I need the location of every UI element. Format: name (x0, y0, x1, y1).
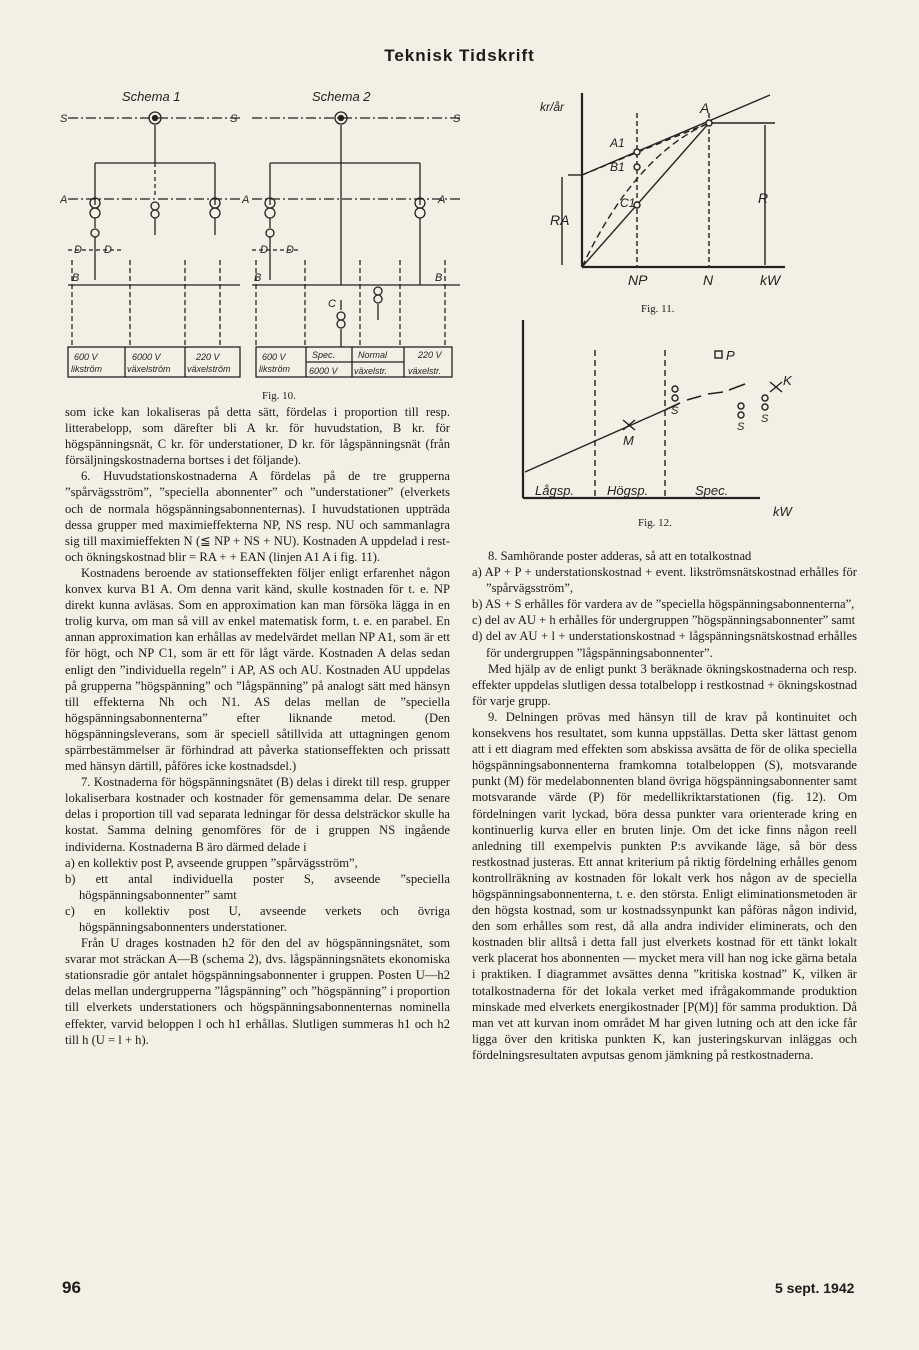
s-label-1: S (60, 113, 68, 125)
n-label: N (703, 272, 714, 288)
s-label-3: S (453, 113, 461, 125)
a-label-1: A (60, 194, 68, 206)
left-column (65, 404, 450, 1048)
m-label: M (623, 433, 634, 448)
np-label: NP (628, 272, 648, 288)
box1-2-line1: 6000 V (132, 352, 161, 362)
right-list-item: b) AS + S erhålles för vardera av de ”speciella högspänningsabonnenterna”, (472, 597, 855, 612)
b-label-2: B (254, 272, 262, 284)
fig11-xlabel: kW (760, 272, 781, 288)
fig10-caption: Fig. 10. (262, 390, 296, 402)
schema2-label: Schema 2 (312, 89, 371, 104)
point-a1-label: A1 (610, 136, 625, 150)
b-label-3: B (435, 272, 443, 284)
left-paragraph: Kostnadens beroende av stationseffekten följer enligt erfarenhet någon konvex kurva B1 A. Om denna varit känd, skulle kostnaden för t. e. NP direkt kunna avläsas. Som en approximation kan man försöka lägga in en trolig kurva, om man så vill av enkel matematisk form, t. e. en parabel. En annan approximation kan erhållas av medelvärdet mellan NP A1, som är ett för högt, och NP C1, som är ett för lågt värde. Kostnaden A delas sedan enligt den ”individuella regeln” i AP, AS och AU. Kostnaden AU uppdelas på grupperna ”högspänning” och ”lågspänning” på analogt sätt med hänsyn till effekterna Nh och N1. AS delas mellan de ”speciella högspänningsabonnenterna” efter liknande metod. (Den högspänningsleverans, som är speciell såtillvida att uttagningen genom spärrbestämmelser är förhindrad att påverka stationseffekten och prissatt med hänsyn därtill, påföres icke kostnadsdel.) (65, 565, 450, 774)
right-list-item: a) AP + P + understationskostnad + event. likströmsnätskostnad erhålles för ”spårvägsström”, (472, 565, 857, 596)
box1-1-line1: 600 V (74, 352, 98, 362)
right-list-item: d) del av AU + l + understationskostnad + lågspänningsnätskostnad erhålles för undergruppen ”lågspänningsabonnenter”. (472, 629, 857, 660)
k-label: K (783, 373, 792, 388)
fig12-caption: Fig. 12. (638, 517, 672, 529)
fig12-xlabel: kW (773, 504, 792, 519)
box2-1-line2: likström (259, 364, 290, 374)
d-label-1: D (74, 244, 82, 256)
left-paragraph: som icke kan lokaliseras på detta sätt, fördelas i proportion till resp. litterabelopp, som därefter bli A kr. för huvudstation, B kr. för högspänningsnät, C kr. för understationer, D kr. för lågspänningsnät (från försäljningskostnaderna bortses i det följande). (65, 405, 450, 468)
b-label-1: B (72, 272, 80, 284)
box1-3-line2: växelström (187, 364, 231, 374)
point-c1-label: C1 (620, 196, 636, 210)
box2-2-line1: Spec. (312, 350, 336, 360)
box2-2-line2: 6000 V (309, 366, 338, 376)
left-list-item: a) en kollektiv post P, avseende gruppen ”spårvägsström”, (65, 855, 358, 870)
page-number: 96 (62, 1278, 81, 1297)
point-b1-label: B1 (610, 160, 625, 174)
left-list-item: c) en kollektiv post U, avseende verkets och övriga högspänningsabonnenters understationer. (65, 903, 450, 934)
right-paragraph: 9. Delningen prövas med hänsyn till de krav på kontinuitet och konsekvens hos resultatet, som kunna uppställas. Detta sker lättast genom att i ett diagram med effekten som abskissa avsätta de för de olika speciella högspänningsabonnenterna framkomna totalbeloppen (S), motsvarande punkt (M) för medelabonnenten bland övriga högspänningsabonnenter samt motsvarande värde (P) för medellikriktarstationen (fig. 12). Om fördelningen varit lyckad, böra dessa punkter vara orienterade kring en kontinuerlig kurva eller en bruten linje. Om det icke finns någon reell anledning till exempelvis punkten P:s avvikande läge, så bör dess restkostnad justeras. Ett annat kriterium på riktig fördelning erhålles genom kontrollräkning av kostnaden för lokalt verk hos någon av de speciella högspänningsabonnenterna, t. e. den största. Enligt eliminationsmetoden är den högsta kostnad, som ur kostnadssynpunkt kan påföras någon individ, den som erhålles som rest, då alla andra individer eliminerats, och den kostnaden blir alltså i detta fall just elverkets kostnad för ett tänkt lokalt verk placerat hos abonnenten — mycket mera vill han nog icke gärna betala i praktiken. I diagrammet avsättes denna ”kritiska kostnad” K, vilken är totalkostnaderna för det lokala verket med ifrågakommande produktion minskade med elverkets energikostnader [P(M)] för samma produktion. Då man vet att kurvan inom området M har given lutning och att den icke får ligga över den kritiska punkten K, kan justeringskurvan inläggas och fördelningsresultaten avputsas genom jämkning på restkostnaderna. (472, 709, 857, 1062)
ra-label: RA (550, 212, 570, 228)
right-column (472, 548, 857, 1063)
fig11-diagram (540, 85, 800, 295)
schema1-label: Schema 1 (122, 89, 181, 104)
box2-4-line2: växelstr. (408, 366, 442, 376)
fig10-schematic (60, 85, 470, 385)
fig12-diagram (515, 320, 815, 520)
s-point-label-3: S (761, 413, 769, 425)
left-paragraph: 6. Huvudstationskostnaderna A fördelas på de tre grupperna ”spårvägsström”, ”speciella abonnenter” och ”understationer” (elverkets och de normala högspänningsabonnenternas). I huvudstationen uppträda dessa grupper med maximieffekterna NP, NS resp. NU och sammanlagra sig till maximieffekten N (≦ NP + NS + NU). Kostnaden A uppdelad i rest- och ökningskostnad blir = RA + + EAN (linjen A1 A i fig. 11). (65, 469, 450, 564)
point-a-label: A (700, 100, 710, 116)
d-label-4: D (286, 244, 294, 256)
r-label: R (758, 190, 769, 206)
box2-3-line1: Normal (358, 350, 388, 360)
hogsp-label: Högsp. (607, 483, 649, 498)
s-point-label-2: S (737, 421, 745, 433)
box2-1-line1: 600 V (262, 352, 286, 362)
right-paragraph: Med hjälp av de enligt punkt 3 beräknade ökningskostnaderna och resp. effekter uppdelas slutligen dessa totalbelopp i restkostnad + ökningskostnad för varje grupp. (472, 661, 857, 708)
box2-4-line1: 220 V (418, 350, 442, 360)
d-label-2: D (104, 244, 112, 256)
right-list-item: c) del av AU + h erhålles för undergruppen ”högspänningsabonnenter” samt (472, 613, 856, 628)
a-label-3: A (438, 194, 446, 206)
fig11-ylabel: kr/år (540, 100, 564, 114)
box1-2-line2: växelström (127, 364, 171, 374)
left-paragraph: 7. Kostnaderna för högspänningsnätet (B) delas i direkt till resp. grupper lokaliserbara kostnader och kostnader för gemensamma delar. De senare delas i proportion till vad separata ledningar för dessa delsträckor skulle ha kostat. Samma delning genomföres för de i gruppen NS ingående individerna. Kostnaderna B äro därmed delade i (65, 775, 450, 854)
journal-masthead: Teknisk Tidskrift (384, 46, 535, 65)
spec-label: Spec. (695, 483, 729, 498)
box2-3-line2: växelstr. (354, 366, 388, 376)
left-list-item: b) ett antal individuella poster S, avseende ”speciella högspänningsabonnenter” samt (65, 871, 450, 902)
p-label: P (726, 348, 735, 363)
lagsp-label: Lågsp. (535, 483, 575, 498)
box1-1-line2: likström (71, 364, 102, 374)
s-point-label-1: S (671, 405, 679, 417)
right-paragraph: 8. Samhörande poster adderas, så att en totalkostnad (488, 549, 752, 563)
left-paragraph: Från U drages kostnaden h2 för den del av högspänningsnätet, som svarar mot sträckan A—B (schema 2), dvs. lågspänningsnätets ekonomiska stationsradie gör antalet högspänningsabonnenter i gruppen. Posten U—h2 delas mellan undergrupperna ”lågspänning” och ”högspänning” i proportion till elverkets understationers och högspänningsabonnenternas nominella effekter, varvid beloppen l och h1 erhållas. Slutligen summeras h1 och h2 till h (U = l + h). (65, 936, 450, 1047)
s-label-2: S (230, 113, 238, 125)
d-label-3: D (260, 244, 268, 256)
box1-3-line1: 220 V (196, 352, 220, 362)
c-label: C (328, 298, 336, 310)
a-label-2: A (242, 194, 250, 206)
fig11-caption: Fig. 11. (641, 303, 675, 315)
issue-date: 5 sept. 1942 (775, 1280, 855, 1296)
